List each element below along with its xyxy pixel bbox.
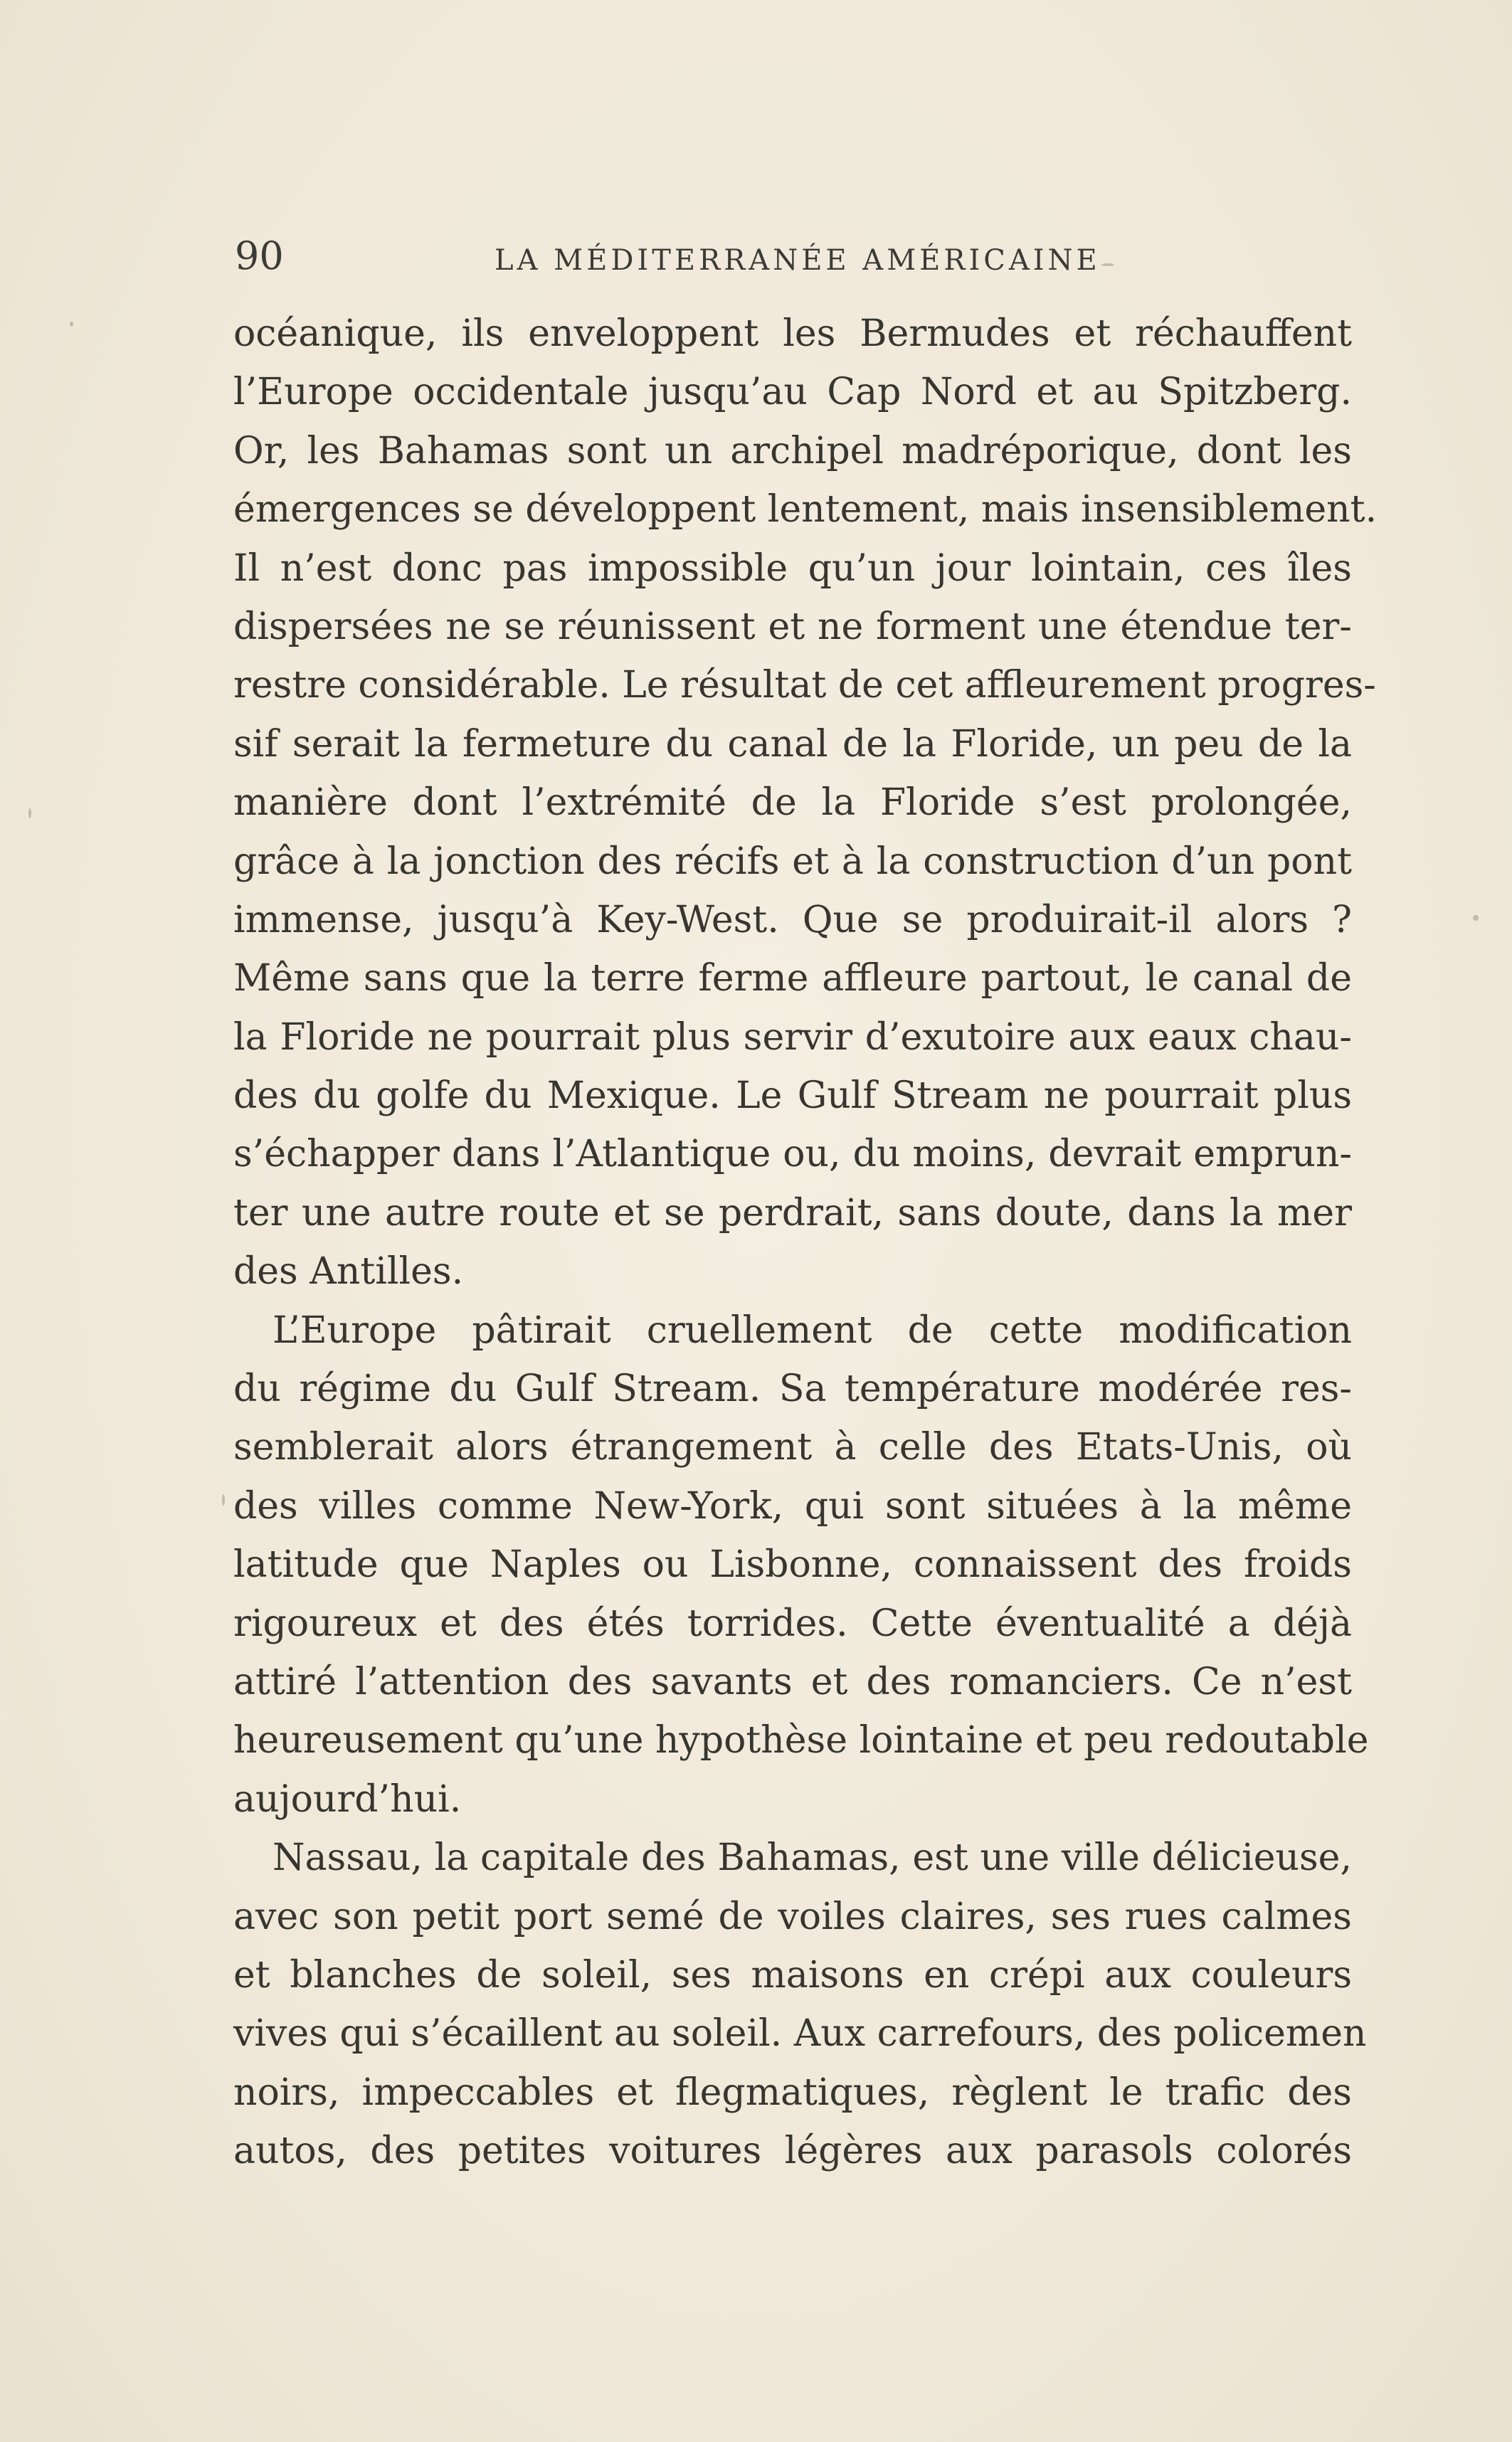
text-line: émergences se développent lentement, mais insensiblement.	[233, 488, 1378, 532]
text-line: et blanches de soleil, ses maisons en crépi aux couleurs	[233, 1953, 1352, 1997]
text-line: grâce à la jonction des récifs et à la construction d’un pont	[233, 840, 1352, 883]
paragraph	[233, 1301, 1369, 1829]
text-line: autos, des petites voitures légères aux parasols colorés	[233, 2130, 1352, 2173]
text-line: semblerait alors étrangement à celle des Etats-Unis, où	[233, 1426, 1352, 1469]
text-line: du régime du Gulf Stream. Sa température modérée res-	[233, 1368, 1352, 1411]
text-line: Même sans que la terre ferme affleure partout, le canal de	[233, 957, 1352, 1000]
text-line: avec son petit port semé de voiles claires, ses rues calmes	[233, 1895, 1352, 1938]
paper-speck	[28, 808, 31, 818]
text-line: Nassau, la capitale des Bahamas, est une ville délicieuse,	[273, 1836, 1352, 1880]
text-line: immense, jusqu’à Key-West. Que se produirait-il alors ?	[233, 898, 1352, 941]
text-line: ter une autre route et se perdrait, sans doute, dans la mer	[233, 1191, 1352, 1235]
text-line: attiré l’attention des savants et des romanciers. Ce n’est	[233, 1660, 1352, 1703]
text-line: rigoureux et des étés torrides. Cette éventualité a déjà	[233, 1602, 1352, 1645]
paper-speck	[1101, 263, 1114, 266]
text-line: aujourd’hui.	[233, 1777, 462, 1821]
text-line: heureusement qu’une hypothèse lointaine et peu redoutable	[233, 1719, 1369, 1762]
paper-speck	[70, 322, 73, 327]
paragraph	[233, 305, 1378, 1301]
text-line: s’échapper dans l’Atlantique ou, du moins, devrait emprun-	[233, 1133, 1352, 1176]
body-text	[233, 305, 1378, 2181]
paper-speck	[1473, 915, 1479, 921]
text-line: Or, les Bahamas sont un archipel madréporique, dont les	[233, 429, 1352, 472]
page-number: 90	[235, 233, 284, 278]
text-line: dispersées ne se réunissent et ne forment une étendue ter-	[233, 605, 1352, 648]
text-line: des villes comme New-York, qui sont situées à la même	[233, 1484, 1352, 1528]
text-line: des du golfe du Mexique. Le Gulf Stream ne pourrait plus	[233, 1074, 1352, 1118]
text-line: noirs, impeccables et flegmatiques, règlent le trafic des	[233, 2071, 1352, 2114]
text-line: restre considérable. Le résultat de cet affleurement progres-	[233, 664, 1376, 707]
text-line: océanique, ils enveloppent les Bermudes et réchauffent	[233, 312, 1352, 355]
text-line: des Antilles.	[233, 1250, 464, 1294]
page-header	[235, 228, 1352, 285]
paper-speck	[222, 1494, 225, 1506]
text-line: l’Europe occidentale jusqu’au Cap Nord et au Spitzberg.	[233, 371, 1352, 414]
running-title: LA MÉDITERRANÉE AMÉRICAINE	[495, 244, 1101, 277]
text-line: la Floride ne pourrait plus servir d’exutoire aux eaux chau-	[233, 1015, 1352, 1059]
text-line: manière dont l’extrémité de la Floride s’est prolongée,	[233, 781, 1352, 825]
text-line: Il n’est donc pas impossible qu’un jour lointain, ces îles	[233, 546, 1352, 590]
text-line: vives qui s’écaillent au soleil. Aux carrefours, des policemen	[233, 2012, 1367, 2056]
text-line: sif serait la fermeture du canal de la Floride, un peu de la	[233, 722, 1352, 766]
text-line: L’Europe pâtirait cruellement de cette modification	[273, 1309, 1352, 1352]
text-line: latitude que Naples ou Lisbonne, connaissent des froids	[233, 1543, 1352, 1587]
paragraph	[233, 1829, 1367, 2180]
